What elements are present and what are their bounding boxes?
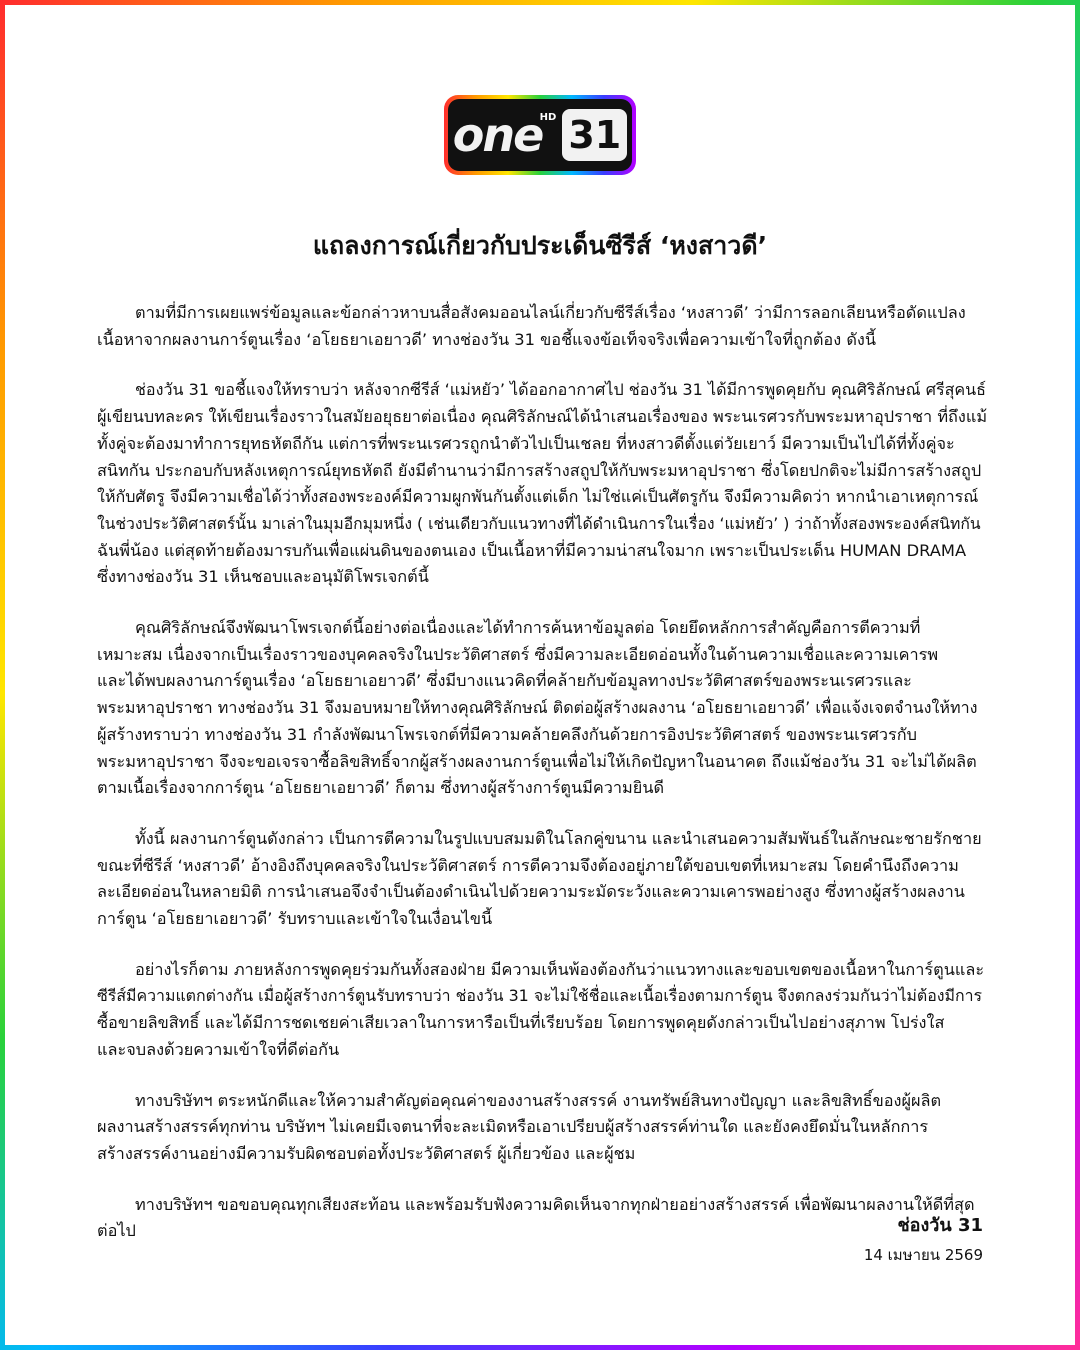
paragraph-line: ซึ่งทางช่องวัน 31 เห็นชอบและอนุมัติโพรเจกต์นี้ — [97, 567, 429, 587]
statement-paragraph — [97, 1192, 987, 1245]
paragraph-line: เนื้อหาจากผลงานการ์ตูนเรื่อง ‘อโยธยาเอยาวดี’ ทางช่องวัน 31 ขอชี้แจงข้อเท็จจริงเพื่อความเข้าใจที่ถูกต้อง ดังนี้ — [97, 329, 876, 349]
logo-brand-text — [452, 108, 557, 162]
paragraph-line: ซื้อขายลิขสิทธิ์ และได้มีการชดเชยค่าเสียเวลาในการหารือเป็นที่เรียบร้อย โดยการพูดคุยดังกล่าวเป็นไปอย่างสุภาพ โปร่งใส — [97, 1013, 945, 1033]
paragraph-line: ผลงานสร้างสรรค์ทุกท่าน บริษัทฯ ไม่เคยมีเจตนาที่จะละเมิดหรือเอาเปรียบผู้สร้างสรรค์ท่านใด และยังคงยึดมั่นในหลักการ — [97, 1117, 929, 1137]
paragraph-line: ทั้งนี้ ผลงานการ์ตูนดังกล่าว เป็นการตีความในรูปแบบสมมติในโลกคู่ขนาน และนำเสนอความสัมพันธ์ในลักษณะชายรักชาย — [135, 828, 982, 848]
paragraph-line: ทางบริษัทฯ ตระหนักดีและให้ความสำคัญต่อคุณค่าของงานสร้างสรรค์ งานทรัพย์สินทางปัญญา และลิขสิทธิ์ของผู้ผลิต — [135, 1090, 942, 1110]
paragraph-line: พระมหาอุปราชา ทางช่องวัน 31 จึงมอบหมายให้ทางคุณศิริลักษณ์ ติดต่อผู้สร้างผลงาน ‘อโยธยาเอยาวดี’ เพื่อแจ้งเจตจำนงให้ทาง — [97, 698, 978, 718]
paragraph-line: ทางบริษัทฯ ขอขอบคุณทุกเสียงสะท้อน และพร้อมรับฟังความคิดเห็นจากทุกฝ่ายอย่างสร้างสรรค์ เพื่อพัฒนาผลงานให้ดีที่สุด — [135, 1194, 975, 1214]
statement-paragraph — [97, 300, 987, 353]
logo-brand-word: one — [452, 108, 543, 162]
logo-inner — [448, 99, 632, 171]
paragraph-line: สร้างสรรค์งานอย่างมีความรับผิดชอบต่อทั้งประวัติศาสตร์ ผู้เกี่ยวข้อง และผู้ชม — [97, 1143, 636, 1163]
logo-hd-badge: HD — [539, 112, 557, 123]
paragraph-line: ตามเนื้อเรื่องจากการ์ตูน ‘อโยธยาเอยาวดี’ ก็ตาม ซึ่งทางผู้สร้างการ์ตูนมีความยินดี — [97, 778, 665, 798]
signature-name: ช่องวัน 31 — [897, 1215, 983, 1236]
paragraph-line: ตามที่มีการเผยแพร่ข้อมูลและข้อกล่าวหาบนสื่อสังคมออนไลน์เกี่ยวกับซีรีส์เรื่อง ‘หงสาวดี’ ว่ามีการลอกเลียนหรือดัดแปลง — [135, 303, 966, 322]
paragraph-line: ผู้สร้างทราบว่า ทางช่องวัน 31 กำลังพัฒนาโพรเจกต์ที่มีความคล้ายคลึงกันด้วยการอิงประวัติศาสตร์ ของพระนเรศวรกับ — [97, 724, 917, 744]
paragraph-line: ให้กับศัตรู จึงมีความเชื่อได้ว่าทั้งสองพระองค์มีความผูกพันกันตั้งแต่เด็ก ไม่ใช่แค่เป็นศัตรูกัน จึงมีความคิดว่า หากนำเอาเหตุการณ์ — [97, 487, 979, 507]
paragraph-line: ทั้งคู่จะต้องมาทำการยุทธหัตถีกัน แต่การที่พระนเรศวรถูกนำตัวไปเป็นเชลย ที่หงสาวดีตั้งแต่วัยเยาว์ มีความเป็นไปได้ที่ทั้งคู่จะ — [97, 433, 955, 453]
statement-paragraph — [97, 826, 987, 933]
signature-date: 14 เมษายน 2569 — [863, 1246, 983, 1264]
statement-body — [97, 300, 987, 1269]
statement-title: แถลงการณ์เกี่ยวกับประเด็นซีรีส์ ‘หงสาวดี’ — [312, 231, 768, 260]
paragraph-line: ซีรีส์มีความแตกต่างกัน เมื่อผู้สร้างการ์ตูนรับทราบว่า ช่องวัน 31 จะไม่ใช้ชื่อและเนื้อเรื่องตามการ์ตูน จึงตกลงร่วมกันว่าไม่ต้องมีการ — [97, 986, 983, 1006]
paragraph-line: สนิทกัน ประกอบกับหลังเหตุการณ์ยุทธหัตถี ยังมีตำนานว่ามีการสร้างสถูปให้กับพระมหาอุปราชา ซึ่งโดยปกติจะไม่มีการสร้างสถูป — [97, 460, 982, 480]
paragraph-line: ฉันพี่น้อง แต่สุดท้ายต้องมารบกันเพื่อแผ่นดินของตนเอง เป็นเนื้อหาที่มีความน่าสนใจมาก เพราะเป็นประเด็น HUMAN DRAMA — [97, 540, 967, 560]
logo-channel-number: 31 — [562, 109, 627, 161]
paragraph-line: และได้พบผลงานการ์ตูนเรื่อง ‘อโยธยาเอยาวดี’ ซึ่งมีบางแนวคิดที่คล้ายกับข้อมูลทางประวัติศาสตร์ของพระนเรศวรและ — [97, 671, 912, 691]
statement-paragraph — [97, 1088, 987, 1168]
signature-block — [864, 1210, 983, 1267]
paragraph-line: อย่างไรก็ตาม ภายหลังการพูดคุยร่วมกันทั้งสองฝ่าย มีความเห็นพ้องต้องกันว่าแนวทางและขอบเขตของเนื้อหาในการ์ตูนและ — [135, 959, 985, 979]
paragraph-line: ช่องวัน 31 ขอชี้แจงให้ทราบว่า หลังจากซีรีส์ ‘แม่หยัว’ ได้ออกอากาศไป ช่องวัน 31 ได้มีการพูดคุยกับ คุณศิริลักษณ์ ศรีสุคนธ์ — [135, 380, 987, 400]
paragraph-line: ละเอียดอ่อนในหลายมิติ การนำเสนอจึงจำเป็นต้องดำเนินไปด้วยความระมัดระวังและความเคารพอย่างสูง ซึ่งทางผู้สร้างผลงาน — [97, 882, 965, 902]
statement-paragraph — [97, 377, 987, 591]
statement-paragraph — [97, 957, 987, 1064]
paragraph-line: พระมหาอุปราชา จึงจะขอเจรจาซื้อลิขสิทธิ์จากผู้สร้างผลงานการ์ตูนเพื่อไม่ให้เกิดปัญหาในอนาคต ถึงแม้ช่องวัน 31 จะไม่ได้ผลิต — [97, 751, 977, 771]
paragraph-line: คุณศิริลักษณ์จึงพัฒนาโพรเจกต์นี้อย่างต่อเนื่องและได้ทำการค้นหาข้อมูลต่อ โดยยึดหลักการสำคัญคือการตีความที่ — [135, 618, 921, 638]
paragraph-line: ต่อไป — [97, 1221, 136, 1241]
paragraph-line: ขณะที่ซีรีส์ ‘หงสาวดี’ อ้างอิงถึงบุคคลจริงในประวัติศาสตร์ การตีความจึงต้องอยู่ภายใต้ขอบเขตที่เหมาะสม โดยคำนึงถึงความ — [97, 855, 959, 875]
paragraph-line: ในช่วงประวัติศาสตร์นั้น มาเล่าในมุมอีกมุมหนึ่ง ( เช่นเดียวกับแนวทางที่ได้ดำเนินการในเรื่อง ‘แม่หยัว’ ) ว่าถ้าทั้งสองพระองค์สนิทกัน — [97, 513, 981, 533]
paragraph-line: ผู้เขียนบทละคร ให้เขียนเรื่องราวในสมัยอยุธยาต่อเนื่อง คุณศิริลักษณ์ได้นำเสนอเรื่องของ พระนเรศวรกับพระมหาอุปราชา ที่ถึงแม้ — [97, 407, 988, 427]
paragraph-line: เหมาะสม เนื่องจากเป็นเรื่องราวของบุคคลจริงในประวัติศาสตร์ ซึ่งมีความละเอียดอ่อนทั้งในด้านความเชื่อและความเคารพ — [97, 644, 939, 664]
one31-logo — [444, 95, 636, 175]
paragraph-line: การ์ตูน ‘อโยธยาเอยาวดี’ รับทราบและเข้าใจในเงื่อนไขนี้ — [97, 909, 493, 929]
paragraph-line: และจบลงด้วยความเข้าใจที่ดีต่อกัน — [97, 1039, 340, 1059]
statement-paragraph — [97, 615, 987, 802]
